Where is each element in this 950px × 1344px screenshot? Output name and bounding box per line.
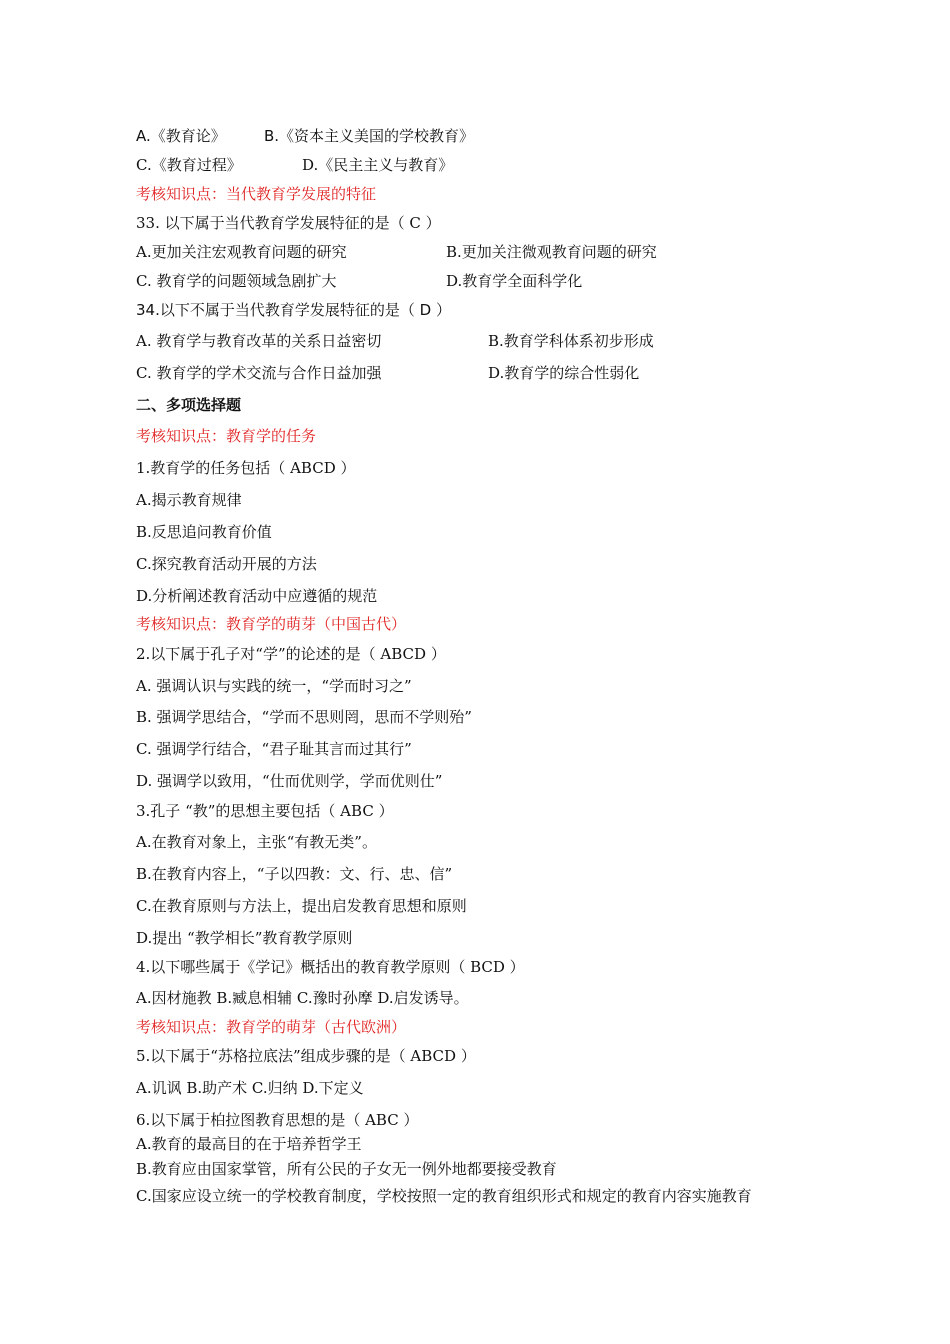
option-d: D.教育学的综合性弱化 [488, 364, 640, 382]
question-33: 33. 以下属于当代教育学发展特征的是（ C ） [136, 214, 441, 232]
option-b: B.《资本主义美国的学校教育》 [264, 127, 475, 145]
knowledge-point-heading: 考核知识点：教育学的萌芽（古代欧洲） [136, 1018, 407, 1036]
option-b: B.反思追问教育价值 [136, 523, 272, 541]
option-a: A.更加关注宏观教育问题的研究 [136, 243, 347, 261]
knowledge-point-heading: 考核知识点：当代教育学发展的特征 [136, 185, 377, 203]
option-d: D.教育学全面科学化 [446, 272, 583, 290]
option-c: C.探究教育活动开展的方法 [136, 555, 317, 573]
option-line [264, 126, 474, 146]
option-a: A.《教育论》 [136, 127, 226, 145]
option-c: C. 强调学行结合，“君子耻其言而过其行” [136, 740, 412, 758]
options-inline: A.因材施教 B.臧息相辅 C.豫时孙摩 D.启发诱导。 [136, 989, 469, 1007]
section-heading: 二、多项选择题 [136, 396, 242, 414]
option-c: C.在教育原则与方法上，提出启发教育思想和原则 [136, 897, 467, 915]
option-d: D.分析阐述教育活动中应遵循的规范 [136, 587, 378, 605]
knowledge-point-heading: 考核知识点：教育学的任务 [136, 427, 317, 445]
option-c: C. 教育学的学术交流与合作日益加强 [136, 364, 382, 382]
option-b: B.更加关注微观教育问题的研究 [446, 243, 657, 261]
option-d: D. 强调学以致用，“仕而优则学，学而优则仕” [136, 772, 443, 790]
question-m5: 5.以下属于“苏格拉底法”组成步骤的是（ ABCD ） [136, 1047, 476, 1065]
question-m4: 4.以下哪些属于《学记》概括出的教育教学原则（ BCD ） [136, 958, 525, 976]
question-m6: 6.以下属于柏拉图教育思想的是（ ABC ） [136, 1111, 419, 1129]
option-a: A.在教育对象上，主张“有教无类”。 [136, 833, 377, 851]
option-a: A. 教育学与教育改革的关系日益密切 [136, 332, 382, 350]
option-b: B.教育应由国家掌管，所有公民的子女无一例外地都要接受教育 [136, 1160, 557, 1178]
question-m2: 2.以下属于孔子对“学”的论述的是（ ABCD ） [136, 645, 446, 663]
question-34: 34.以下不属于当代教育学发展特征的是（ D ） [136, 301, 451, 319]
option-b: B.在教育内容上，“子以四教：文、行、忠、信” [136, 865, 453, 883]
question-m1: 1.教育学的任务包括（ ABCD ） [136, 459, 356, 477]
option-c: C. 教育学的问题领域急剧扩大 [136, 272, 337, 290]
option-a: A.教育的最高目的在于培养哲学王 [136, 1135, 362, 1153]
option-b: B.教育学科体系初步形成 [488, 332, 654, 350]
question-m3: 3.孔子 “教”的思想主要包括（ ABC ） [136, 802, 394, 820]
option-d: D.提出 “教学相长”教育教学原则 [136, 929, 353, 947]
option-d: D.《民主主义与教育》 [302, 156, 454, 174]
options-inline: A.讥讽 B.助产术 C.归纳 D.下定义 [136, 1079, 364, 1097]
option-c: C.国家应设立统一的学校教育制度，学校按照一定的教育组织形式和规定的教育内容实施教育 [136, 1187, 752, 1205]
option-c: C.《教育过程》 [136, 156, 242, 174]
knowledge-point-heading: 考核知识点：教育学的萌芽（中国古代） [136, 615, 407, 633]
option-a: A.揭示教育规律 [136, 491, 242, 509]
option-line [136, 126, 226, 146]
option-a: A. 强调认识与实践的统一，“学而时习之” [136, 677, 412, 695]
option-b: B. 强调学思结合，“学而不思则罔，思而不学则殆” [136, 708, 472, 726]
